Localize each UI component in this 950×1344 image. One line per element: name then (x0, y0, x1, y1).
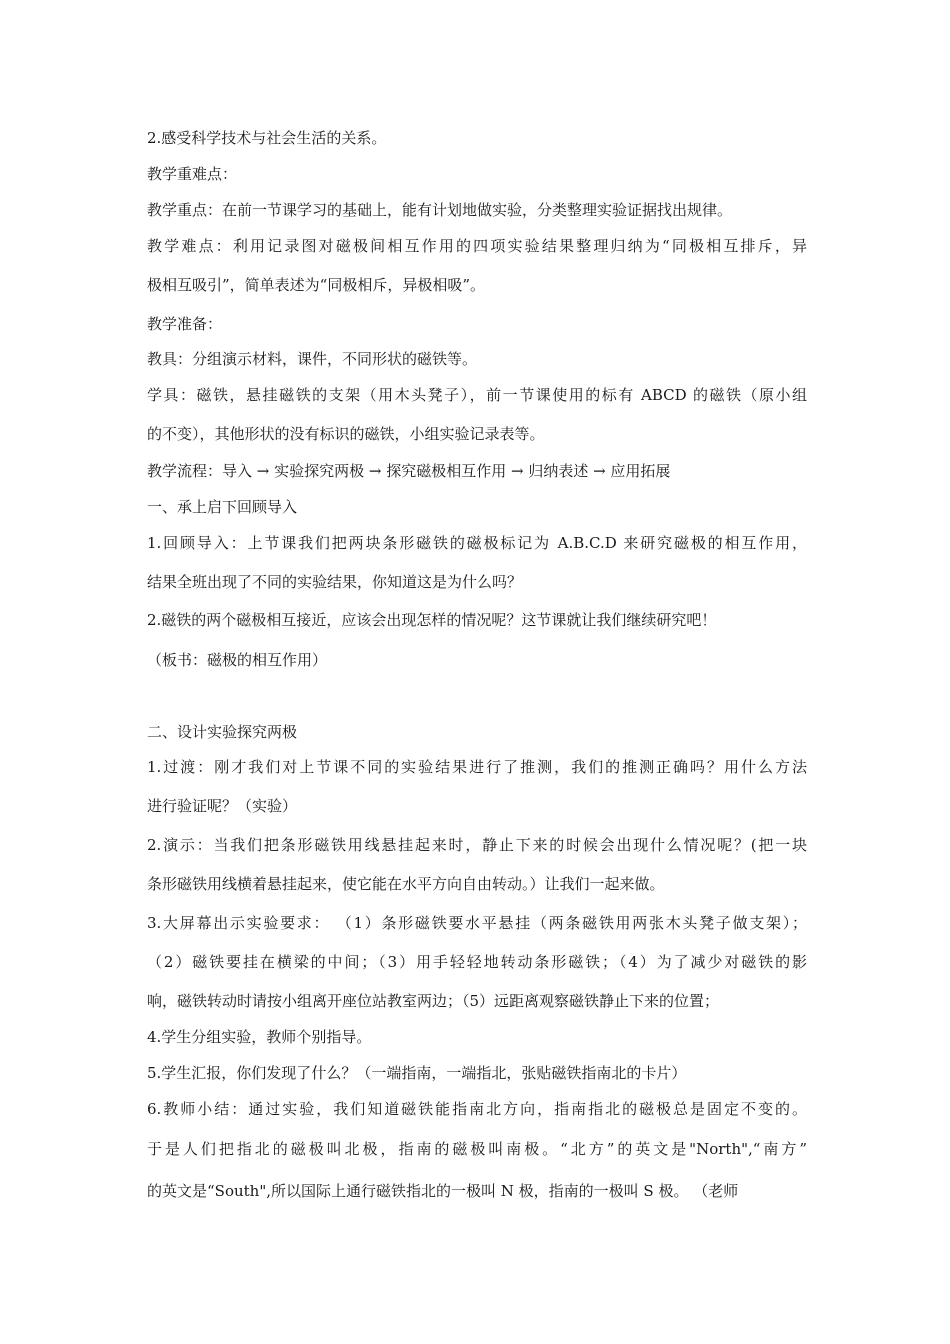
section-heading: 一、承上启下回顾导入 (147, 498, 298, 516)
text-line: 结果全班出现了不同的实验结果，你知道这是为什么吗？ (147, 573, 523, 591)
text-line: 学具：磁铁，悬挂磁铁的支架（用木头凳子），前一节课使用的标有 ABCD 的磁铁（原小组 (147, 386, 807, 404)
text-line: 1.回顾导入：上节课我们把两块条形磁铁的磁极标记为 A.B.C.D 来研究磁极的相互作用， (147, 534, 807, 552)
text-line: 的英文是“South",所以国际上通行磁铁指北的一极叫 N 极，指南的一极叫 S 极。 （老师 (147, 1182, 739, 1200)
text-line: 2.演示：当我们把条形磁铁用线悬挂起来时，静止下来的时候会出现什么情况呢？(把一块 (147, 836, 807, 854)
text-line: （2）磁铁要挂在横梁的中间；（3）用手轻轻地转动条形磁铁；（4）为了减少对磁铁的影 (147, 953, 807, 971)
text-line: 1.过渡：刚才我们对上节课不同的实验结果进行了推测，我们的推测正确吗？用什么方法 (147, 758, 807, 776)
text-line: 教具：分组演示材料，课件，不同形状的磁铁等。 (147, 350, 478, 368)
text-line: 2.磁铁的两个磁极相互接近，应该会出现怎样的情况呢？这节课就让我们继续研究吧！ (147, 611, 717, 629)
text-line: 2.感受科学技术与社会生活的关系。 (147, 129, 387, 147)
text-line: 教学重点：在前一节课学习的基础上，能有计划地做实验，分类整理实验证据找出规律。 (147, 201, 733, 219)
text-line: （板书：磁极的相互作用） (147, 651, 328, 669)
text-line: 的不变），其他形状的没有标识的磁铁，小组实验记录表等。 (147, 425, 545, 443)
text-line: 6.教师小结：通过实验，我们知道磁铁能指南北方向，指南指北的磁极总是固定不变的。 (147, 1100, 807, 1118)
section-heading: 二、设计实验探究两极 (147, 723, 298, 741)
text-line: 5.学生汇报，你们发现了什么？（一端指南，一端指北，张贴磁铁指南北的卡片） (147, 1064, 687, 1082)
text-line: 响，磁铁转动时请按小组离开座位站教室两边；（5）远距离观察磁铁静止下来的位置； (147, 992, 720, 1010)
text-line: 4.学生分组实验，教师个别指导。 (147, 1028, 372, 1046)
text-line: 教学准备： (147, 315, 223, 333)
text-line: 进行验证呢？（实验） (147, 797, 298, 815)
text-line: 教学流程：导入 → 实验探究两极 → 探究磁极相互作用 → 归纳表述 → 应用拓展 (147, 462, 671, 480)
text-line: 教学难点：利用记录图对磁极间相互作用的四项实验结果整理归纳为“同极相互排斥，异 (147, 237, 807, 255)
text-line: 教学重难点： (147, 165, 238, 183)
text-line: 3.大屏幕出示实验要求： （1）条形磁铁要水平悬挂（两条磁铁用两张木头凳子做支架）； (147, 914, 807, 932)
text-line: 条形磁铁用线横着悬挂起来，使它能在水平方向自由转动。）让我们一起来做。 (147, 875, 665, 893)
text-line: 极相互吸引”，简单表述为“同极相斥，异极相吸”。 (147, 276, 486, 294)
text-line: 于是人们把指北的磁极叫北极，指南的磁极叫南极。“北方”的英文是"North",“南方” (147, 1140, 807, 1158)
